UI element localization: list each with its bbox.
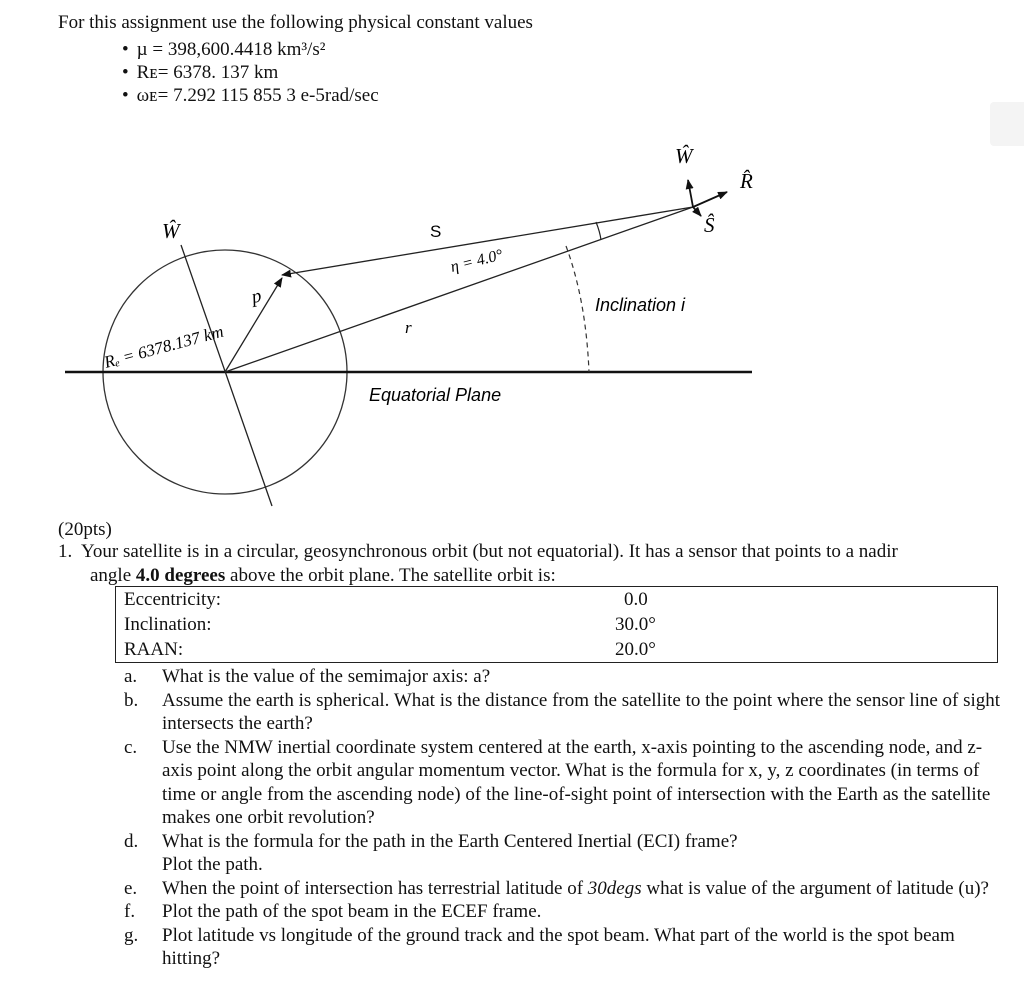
statement-suffix: above the orbit plane. The satellite orbit is: xyxy=(225,565,556,586)
sat-r-hat-label: R̂ xyxy=(740,169,753,193)
question-part-a xyxy=(120,665,1010,689)
sat-r-arrow xyxy=(693,192,727,207)
r-vector-label: r⃗ xyxy=(405,318,425,337)
part-letter: c. xyxy=(124,736,138,758)
p-vector-label: p⃗ xyxy=(249,282,278,308)
question-part-e xyxy=(120,877,1010,901)
statement-prefix: angle xyxy=(90,565,136,586)
question-part-b xyxy=(120,689,1010,736)
constant-earth-rotation: • ωᴇ= 7.292 115 855 3 e-5rad/sec xyxy=(122,84,379,107)
r-vector-line xyxy=(225,207,693,372)
question-part-d xyxy=(120,830,1010,877)
part-letter: b. xyxy=(124,689,139,711)
intro-text: For this assignment use the following physical constant values xyxy=(58,12,533,33)
part-text xyxy=(162,830,1010,877)
param-label: Inclination: xyxy=(124,614,212,635)
orbit-geometry-diagram xyxy=(0,130,1024,520)
part-letter: d. xyxy=(124,830,139,852)
sat-w-arrow xyxy=(688,180,693,207)
sat-s-hat-label: Ŝ xyxy=(704,213,715,237)
constant-mu: • µ = 398,600.4418 km³/s² xyxy=(122,38,379,61)
part-letter: f. xyxy=(124,901,136,922)
table-row xyxy=(116,637,998,663)
part-text-italic: 30degs xyxy=(587,877,642,899)
problem-statement-line1 xyxy=(58,541,898,563)
statement-bold-angle: 4.0 degrees xyxy=(135,565,226,586)
part-text-line1: What is the formula for the path in the Earth Centered Inertial (ECI) frame? xyxy=(162,830,738,852)
constant-earth-radius: • Rᴇ= 6378. 137 km xyxy=(122,61,379,84)
question-part-f xyxy=(120,900,1010,924)
part-text: Plot latitude vs longitude of the ground track and the spot beam. What part of the world is the spot beam hitting? xyxy=(162,924,955,969)
question-parts xyxy=(120,665,1010,971)
part-text: Use the NMW inertial coordinate system centered at the earth, x-axis pointing to the ascending node, and z-axis point along the orbit angular momentum vector. What is the formula for x, y, z coordinates (in terms of time or angle from the ascending node) of the line-of-sight point of intersection with the Earth as the satellite makes one orbit revolution? xyxy=(162,736,991,828)
sat-w-hat-label: Ŵ xyxy=(675,144,693,168)
inclination-label: Inclination i xyxy=(595,295,686,315)
inclination-arc xyxy=(566,246,589,372)
table-row xyxy=(116,587,998,613)
equatorial-plane-label: Equatorial Plane xyxy=(369,385,502,405)
earth-radius-label: Rₑ = 6378.137 km xyxy=(102,321,226,372)
param-label: RAAN: xyxy=(124,639,184,660)
question-part-g xyxy=(120,924,1010,971)
problem-number: 1. xyxy=(58,541,73,562)
param-value-text: 30.0° xyxy=(615,614,656,635)
part-text: Plot the path of the spot beam in the ECEF frame. xyxy=(162,901,542,922)
part-text-end: what is value of the argument of latitude (u)? xyxy=(641,877,989,899)
param-value xyxy=(609,637,998,663)
param-label: Eccentricity: xyxy=(124,589,222,610)
points-label: (20pts) xyxy=(58,519,112,540)
part-letter: g. xyxy=(124,924,139,946)
part-letter: e. xyxy=(124,877,138,899)
orbit-parameters-table xyxy=(115,586,998,663)
table-row xyxy=(116,612,998,637)
part-text: Assume the earth is spherical. What is the distance from the satellite to the point where the sensor line of sight intersects the earth? xyxy=(162,689,1001,734)
param-value xyxy=(609,612,998,637)
part-text-start: When the point of intersection has terrestrial latitude of xyxy=(162,877,588,899)
param-value-text: 20.0° xyxy=(615,639,656,660)
earth-w-axis xyxy=(181,245,272,506)
eta-angle-arc xyxy=(596,222,601,240)
earth-w-hat-label: Ŵ xyxy=(162,219,180,243)
param-value-text: 0.0 xyxy=(624,589,648,610)
part-letter: a. xyxy=(124,666,138,687)
problem-statement-line2 xyxy=(90,565,556,587)
part-text xyxy=(162,877,1010,901)
question-part-c xyxy=(120,736,1010,830)
sat-s-arrow xyxy=(693,207,701,216)
param-value xyxy=(609,587,998,613)
slant-range-label: S xyxy=(430,222,442,241)
problem-statement-part1: Your satellite is in a circular, geosynchronous orbit (but not equatorial). It has a sensor that points to a nadir xyxy=(81,541,898,562)
part-text-line2: Plot the path. xyxy=(162,854,263,875)
eta-label: η = 4.0° xyxy=(448,246,505,276)
part-text: What is the value of the semimajor axis: a? xyxy=(162,666,491,687)
constants-list xyxy=(122,38,379,107)
